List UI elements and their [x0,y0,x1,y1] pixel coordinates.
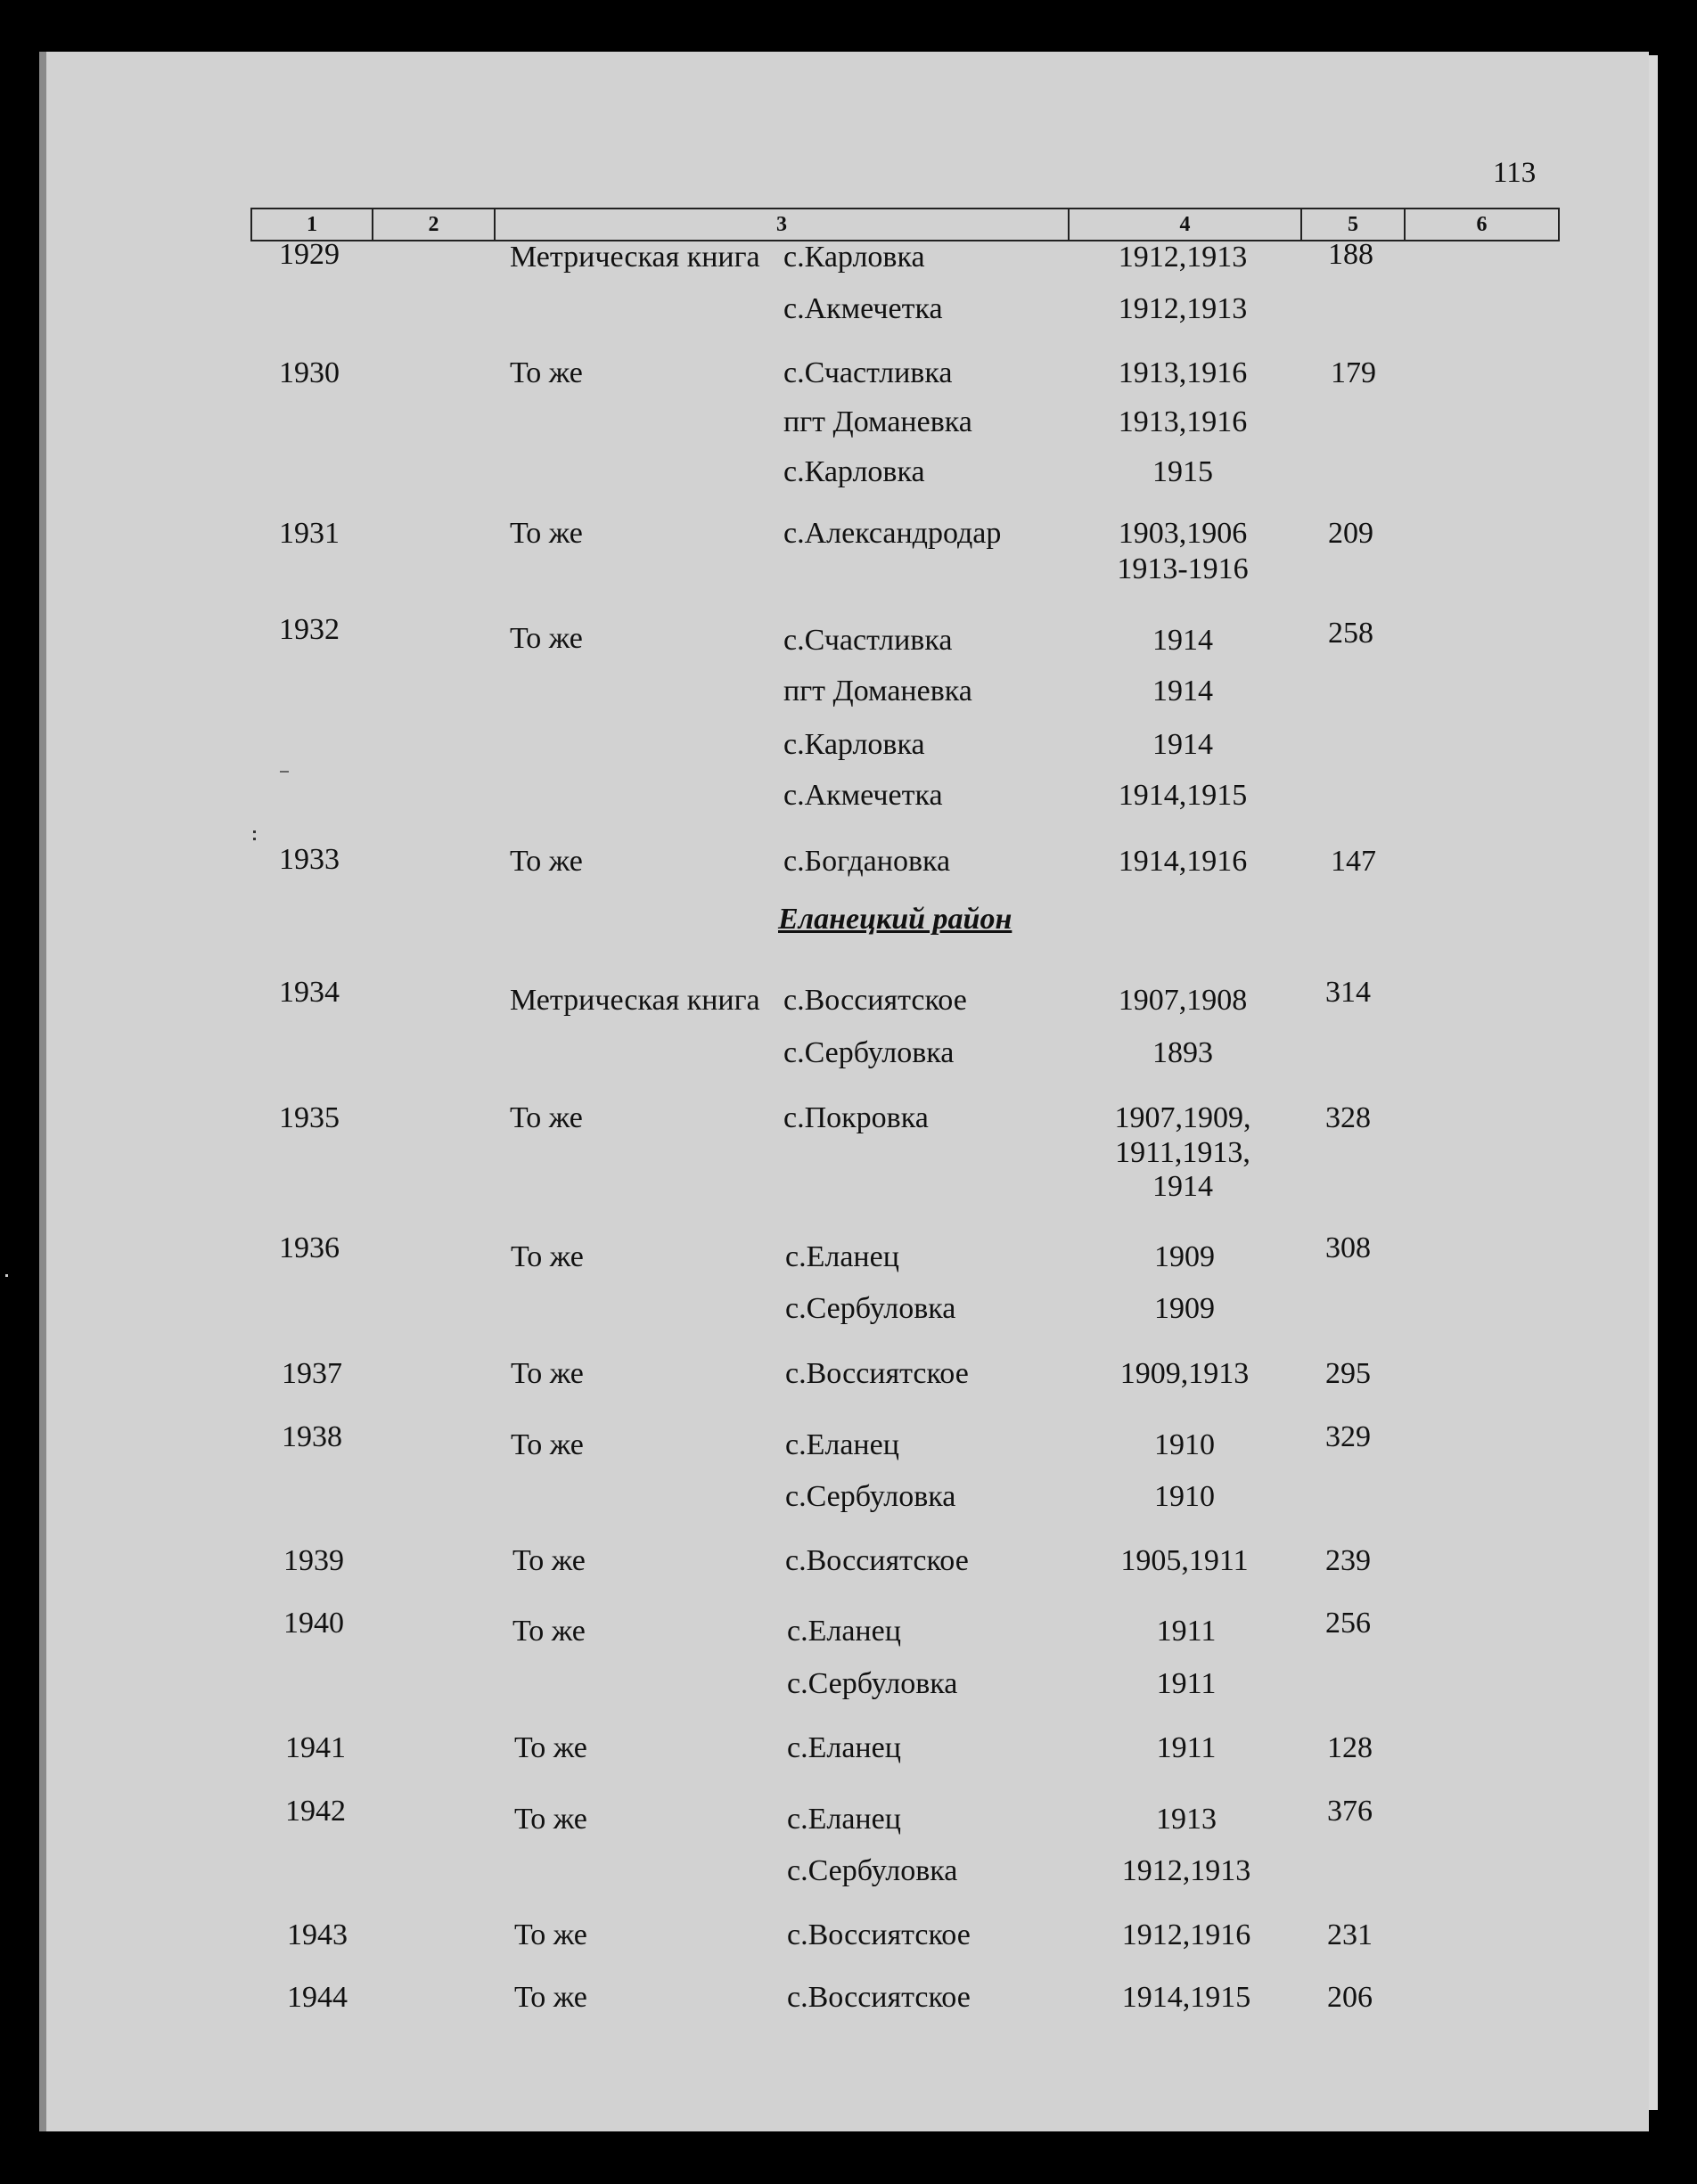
record-place: с.Еланец [785,1240,899,1273]
record-place: с.Сербуловка [785,1292,956,1325]
page-edge [39,52,46,2131]
record-number: 1942 [285,1795,346,1828]
record-years: 1914,1916 [1118,845,1248,878]
record-place: с.Воссиятское [785,1357,969,1390]
record-years: 1907,1909, [1114,1101,1251,1134]
record-years: 1911,1913, [1115,1136,1250,1169]
record-years: 1913,1916 [1118,356,1248,389]
record-description: Метрическая книга [510,984,760,1017]
record-description: То же [510,517,583,550]
record-place: с.Акмечетка [783,779,943,812]
record-years: 1911 [1156,1615,1217,1648]
record-count: 231 [1327,1918,1373,1951]
column-header-3: 3 [496,209,1070,240]
record-count: 256 [1325,1607,1371,1640]
record-place: с.Карловка [783,728,925,761]
record-count: 376 [1327,1795,1373,1828]
record-years: 1914,1915 [1121,1981,1251,2014]
scan-speck [253,830,256,833]
record-years: 1913,1916 [1118,405,1248,438]
record-years: 1914 [1152,675,1213,708]
record-place: пгт Доманевка [783,405,972,438]
record-description: То же [512,1544,586,1577]
record-years: 1909,1913 [1119,1357,1250,1390]
record-place: с.Сербуловка [787,1854,958,1887]
record-place: с.Карловка [783,455,925,488]
record-number: 1930 [279,356,340,389]
record-years: 1914 [1152,728,1213,761]
record-place: с.Еланец [787,1615,901,1648]
record-years: 1905,1911 [1120,1544,1249,1577]
record-description: То же [510,622,583,655]
record-years: 1909 [1154,1240,1215,1273]
record-count: 329 [1325,1420,1371,1453]
record-years: 1912,1916 [1121,1918,1251,1951]
record-years: 1914,1915 [1118,779,1248,812]
record-years: 1913 [1156,1803,1217,1836]
column-header-row [250,208,1560,241]
record-place: с.Еланец [785,1428,899,1461]
record-count: 314 [1325,976,1371,1009]
column-header-6: 6 [1476,213,1488,236]
record-description: То же [511,1240,584,1273]
scan-speck [253,838,256,840]
record-place: с.Акмечетка [783,292,943,325]
record-description: То же [514,1731,587,1764]
column-header-5: 5 [1302,209,1406,240]
record-years: 1903,1906 [1118,517,1248,550]
record-number: 1944 [287,1981,348,2014]
record-count: 258 [1328,617,1373,650]
record-place: с.Счастливка [783,356,953,389]
section-title: Еланецкий район [778,903,1012,936]
record-number: 1939 [283,1544,344,1577]
record-place: с.Александродар [783,517,1002,550]
record-number: 1929 [279,238,340,271]
record-number: 1936 [279,1231,340,1264]
record-years: 1913-1916 [1117,552,1249,585]
record-count: 206 [1327,1981,1373,2014]
record-description: То же [510,356,583,389]
record-years: 1911 [1156,1731,1217,1764]
record-description: То же [514,1981,587,2014]
column-header-4: 4 [1070,209,1302,240]
record-place: с.Сербуловка [785,1480,956,1513]
record-description: То же [510,845,583,878]
record-description: То же [511,1357,584,1390]
record-place: с.Воссиятское [785,1544,969,1577]
record-description: То же [511,1428,584,1461]
record-place: с.Богдановка [783,845,951,878]
record-number: 1943 [287,1918,348,1951]
record-years: 1914 [1152,1170,1213,1203]
record-years: 1912,1913 [1121,1854,1251,1887]
record-count: 295 [1325,1357,1371,1390]
record-place: с.Воссиятское [787,1918,971,1951]
record-description: То же [514,1803,587,1836]
record-place: пгт Доманевка [783,675,972,708]
record-number: 1931 [279,517,340,550]
record-years: 1915 [1152,455,1213,488]
record-number: 1933 [279,843,340,876]
record-number: 1937 [282,1357,342,1390]
record-years: 1893 [1152,1036,1213,1069]
scan-speck [5,1274,8,1277]
record-years: 1910 [1154,1480,1215,1513]
record-number: 1938 [282,1420,342,1453]
column-header-1: 1 [252,209,373,240]
record-number: 1941 [285,1731,346,1764]
record-count: 209 [1328,517,1373,550]
record-place: с.Покровка [783,1101,929,1134]
record-count: 328 [1325,1101,1371,1134]
record-description: То же [514,1918,587,1951]
record-place: с.Сербуловка [787,1667,958,1700]
record-place: с.Сербуловка [783,1036,955,1069]
record-description: Метрическая книга [510,241,760,274]
record-count: 128 [1327,1731,1373,1764]
record-number: 1932 [279,613,340,646]
record-count: 239 [1325,1544,1371,1577]
record-count: 308 [1325,1231,1371,1264]
record-years: 1910 [1154,1428,1215,1461]
record-number: 1940 [283,1607,344,1640]
record-number: 1935 [279,1101,340,1134]
record-years: 1912,1913 [1118,241,1248,274]
page-number: 113 [1493,157,1537,189]
record-years: 1914 [1152,624,1213,657]
record-years: 1909 [1154,1292,1215,1325]
record-years: 1912,1913 [1118,292,1248,325]
record-number: 1934 [279,976,340,1009]
column-header-2: 2 [373,209,496,240]
record-description: То же [512,1615,586,1648]
record-years: 1911 [1156,1667,1217,1700]
record-place: с.Воссиятское [783,984,967,1017]
record-place: с.Еланец [787,1731,901,1764]
scan-speck [280,771,289,773]
record-count: 188 [1328,238,1373,271]
record-place: с.Еланец [787,1803,901,1836]
record-count: 179 [1331,356,1376,389]
record-place: с.Счастливка [783,624,953,657]
record-years: 1907,1908 [1118,984,1248,1017]
record-place: с.Воссиятское [787,1981,971,2014]
record-count: 147 [1331,845,1376,878]
record-place: с.Карловка [783,241,925,274]
record-description: То же [510,1101,583,1134]
